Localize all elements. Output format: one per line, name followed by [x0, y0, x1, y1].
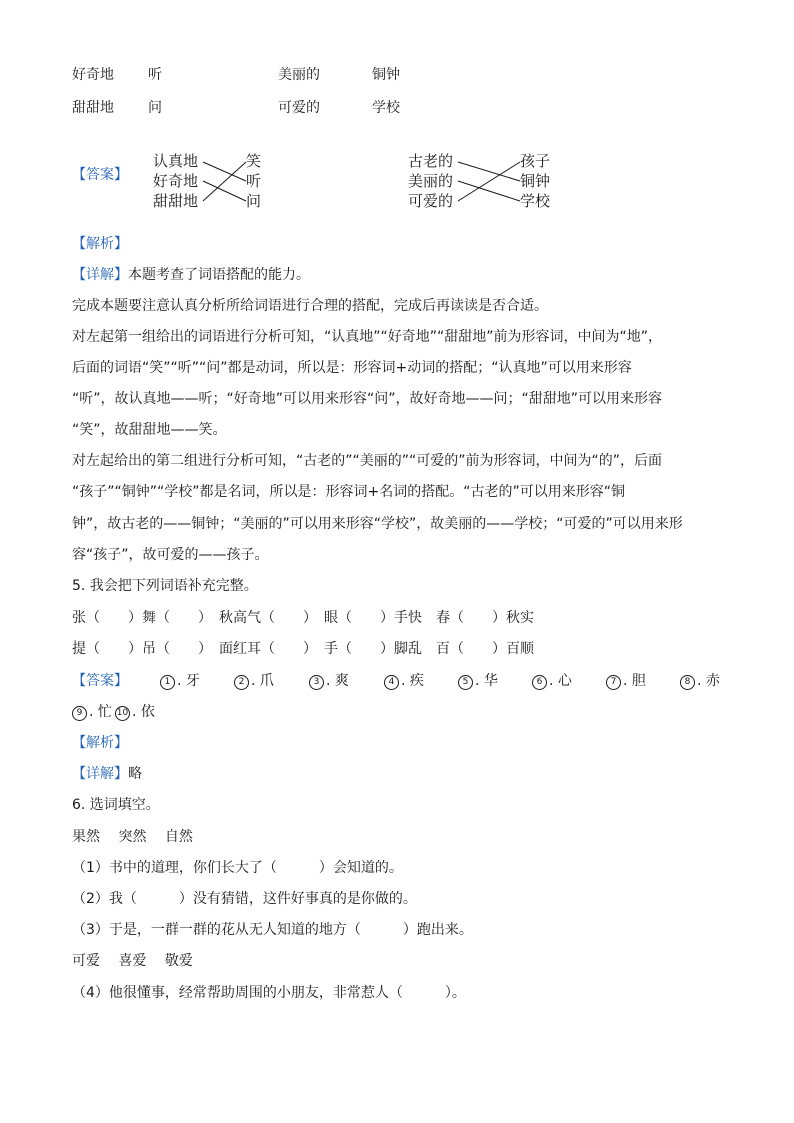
diag-right-word-1: 古老的	[408, 152, 454, 170]
answer-number-3: 3	[309, 675, 324, 690]
q6-sentence-3: （3）于是，一群一群的花从无人知道的地方（ ）跑出来。	[72, 922, 473, 938]
match-line-1	[203, 162, 246, 181]
q5-detail-label: 【详解】	[72, 766, 128, 782]
q5-answer-3	[309, 672, 349, 690]
q5-answer-1	[160, 672, 200, 690]
diag-left-word-3: 甜甜地	[153, 192, 199, 210]
answer-value-6: . 心	[549, 673, 572, 689]
top-row-2-noun: 学校	[372, 100, 400, 116]
match-line-6	[458, 162, 520, 201]
matching-lines	[0, 0, 794, 260]
top-row-1-noun: 铜钟	[372, 67, 400, 83]
q6-word-choices-1: 果然 突然 自然	[72, 829, 193, 845]
explanation-line-2: 完成本题要注意认真分析所给词语进行合理的搭配，完成后再读读是否合适。	[72, 298, 548, 314]
top-row-2-left: 甜甜地	[72, 100, 114, 116]
q5-answer-9	[72, 703, 112, 721]
diag-left-word-1: 认真地	[153, 152, 199, 170]
q5-answer-7	[606, 672, 646, 690]
answer-number-5: 5	[458, 675, 473, 690]
top-row-2-verb: 问	[148, 100, 162, 116]
explanation-line-6: “笑”，故甜甜地——笑。	[72, 422, 227, 438]
q5-answer-6	[532, 672, 572, 690]
q5-answer-2	[234, 672, 274, 690]
explanation-line-9: 钟”，故古老的——铜钟；“美丽的”可以用来形容“学校”，故美丽的——学校；“可爱的”可以用来形	[72, 516, 683, 532]
answer-number-6: 6	[532, 675, 547, 690]
diag-right-target-1: 孩子	[520, 152, 551, 170]
answer-value-5: . 华	[475, 673, 498, 689]
answer-value-10: . 依	[132, 704, 155, 720]
top-row-1-adj: 美丽的	[278, 67, 320, 83]
q6-sentence-4: （4）他很懂事，经常帮助周围的小朋友，非常惹人（ ）。	[72, 985, 466, 1001]
q5-answer-8	[680, 672, 720, 690]
q5-title: 5. 我会把下列词语补充完整。	[72, 578, 258, 594]
match-line-2	[203, 181, 246, 201]
answer-number-9: 9	[72, 706, 87, 721]
match-line-3	[203, 162, 246, 201]
answer-number-1: 1	[160, 675, 175, 690]
detail-label: 【详解】	[72, 267, 128, 283]
answer-value-4: . 疾	[401, 673, 424, 689]
diag-left-target-3: 问	[246, 192, 262, 210]
top-row-1-verb: 听	[148, 67, 162, 83]
answer-value-1: . 牙	[177, 673, 200, 689]
analysis-label: 【解析】	[72, 236, 128, 252]
diag-right-word-2: 美丽的	[408, 172, 454, 190]
match-line-5	[458, 181, 520, 201]
q5-answer-label: 【答案】	[72, 673, 128, 689]
answer-value-3: . 爽	[326, 673, 349, 689]
q6-sentence-1: （1）书中的道理，你们长大了（ ）会知道的。	[72, 860, 403, 876]
answer-value-7: . 胆	[623, 673, 646, 689]
explanation-line-4: 后面的词语“笑”“听”“问”都是动词，所以是：形容词+动词的搭配；“认真地”可以用来形容	[72, 360, 632, 376]
q5-detail-text: 略	[128, 766, 142, 782]
q5-detail-line	[72, 765, 142, 783]
q5-answer-5	[458, 672, 498, 690]
detail-line-1	[72, 266, 310, 284]
diag-right-target-2: 铜钟	[520, 172, 551, 190]
q5-row-1: 张（ ）舞（ ） 秋高气（ ） 眼（ ）手快 春（ ）秋实	[72, 610, 534, 626]
diag-left-target-2: 听	[246, 172, 262, 190]
explanation-line-7: 对左起给出的第二组进行分析可知，“古老的”“美丽的”“可爱的”前为形容词，中间为“的”，后面	[72, 453, 663, 469]
answer-number-4: 4	[384, 675, 399, 690]
top-row-2-adj: 可爱的	[278, 100, 320, 116]
top-row-1-left: 好奇地	[72, 67, 114, 83]
explanation-line-3: 对左起第一组给出的词语进行分析可知，“认真地”“好奇地”“甜甜地”前为形容词，中间为“地”，	[72, 329, 663, 345]
q5-row-2: 提（ ）吊（ ） 面红耳（ ） 手（ ）脚乱 百（ ）百顺	[72, 641, 534, 657]
q6-word-choices-2: 可爱 喜爱 敬爱	[72, 953, 193, 969]
answer-value-9: . 忙	[89, 704, 112, 720]
q6-title: 6. 选词填空。	[72, 797, 160, 813]
q5-answer-4	[384, 672, 424, 690]
explanation-text-1: 本题考查了词语搭配的能力。	[128, 267, 310, 283]
q5-answer-10	[115, 703, 155, 721]
match-line-4	[458, 162, 520, 181]
q6-sentence-2: （2）我（ ）没有猜错，这件好事真的是你做的。	[72, 891, 417, 907]
diag-right-target-3: 学校	[520, 192, 551, 210]
diag-left-target-1: 笑	[246, 152, 262, 170]
answer-number-10: 10	[115, 706, 130, 721]
answer-number-7: 7	[606, 675, 621, 690]
explanation-line-5: “听”，故认真地——听；“好奇地”可以用来形容“问”，故好奇地——问；“甜甜地”可以用来形容	[72, 391, 663, 407]
answer-value-8: . 赤	[697, 673, 720, 689]
answer-value-2: . 爪	[251, 673, 274, 689]
answer-number-8: 8	[680, 675, 695, 690]
answer-label: 【答案】	[72, 167, 128, 183]
answer-number-2: 2	[234, 675, 249, 690]
diag-left-word-2: 好奇地	[153, 172, 199, 190]
explanation-line-8: “孩子”“铜钟”“学校”都是名词，所以是：形容词+名词的搭配。“古老的”可以用来形容“铜	[72, 484, 626, 500]
explanation-line-10: 容“孩子”，故可爱的——孩子。	[72, 547, 269, 563]
q5-analysis-label: 【解析】	[72, 735, 128, 751]
diag-right-word-3: 可爱的	[408, 192, 454, 210]
